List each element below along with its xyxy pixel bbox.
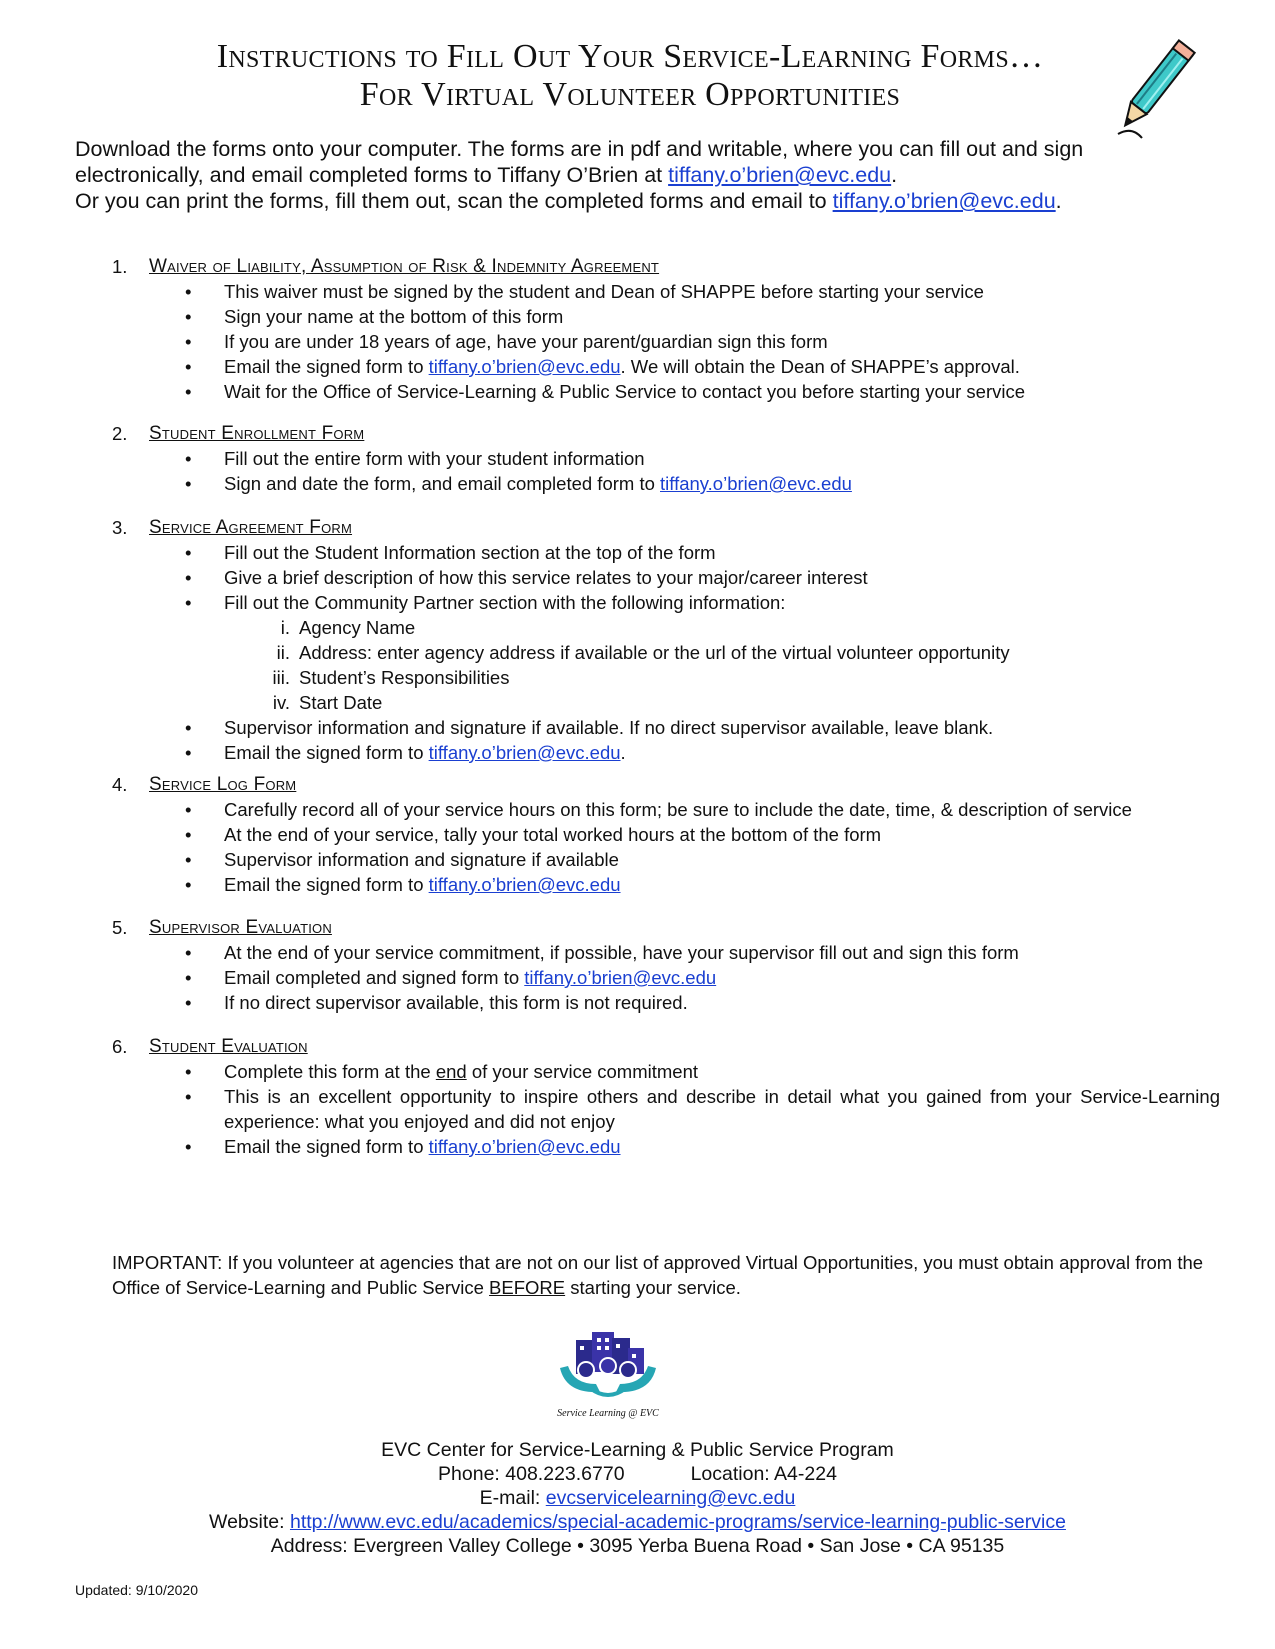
list-item-text: Email the signed form to — [224, 874, 429, 895]
list-item-text: Carefully record all of your service hours on this form; be sure to include the date, time, & description of service — [224, 799, 1132, 820]
list-item-text: This waiver must be signed by the student and Dean of SHAPPE before starting your service — [224, 281, 984, 302]
intro-text-1: Download the forms onto your computer. The forms are in pdf and writable, where you can fill out and sign electronically, and email completed forms to Tiffany O’Brien at — [75, 137, 1084, 187]
section-title: Supervisor Evaluation — [149, 917, 332, 938]
list-item — [112, 822, 1232, 847]
section-enrollment — [112, 421, 1232, 496]
bullet-icon: • — [185, 567, 192, 588]
footer-address: Address: Evergreen Valley College • 3095 Yerba Buena Road • San Jose • CA 95135 — [270, 1535, 1005, 1557]
list-item-text: If you are under 18 years of age, have your parent/guardian sign this form — [224, 331, 828, 352]
bullet-icon: • — [185, 1061, 192, 1082]
section-title: Student Enrollment Form — [149, 423, 365, 444]
list-item-text: Supervisor information and signature if available — [224, 849, 619, 870]
list-item-text: Wait for the Office of Service-Learning & Public Service to contact you before starting your service — [224, 381, 1026, 402]
list-item-text: If no direct supervisor available, this form is not required. — [224, 992, 688, 1013]
email-link[interactable]: tiffany.o’brien@evc.edu — [832, 189, 1056, 213]
list-item — [112, 990, 1232, 1015]
bullet-icon: • — [185, 306, 192, 327]
section-heading — [112, 772, 1232, 797]
important-text: IMPORTANT: If you volunteer at agencies that are not on our list of approved Virtual Opportunities, you must obtain approval from the Office of Service-Learning and Public Service — [112, 1252, 1204, 1298]
list-item — [112, 1059, 1232, 1084]
pencil-icon — [1112, 30, 1200, 142]
email-link[interactable]: tiffany.o’brien@evc.edu — [428, 742, 621, 763]
section-heading — [112, 254, 1232, 279]
roman-numeral: ii. — [276, 642, 290, 663]
list-item — [112, 590, 1232, 615]
list-item-text: This is an excellent opportunity to inspire others and describe in detail what you gained from your Service-Learning experience: what you enjoyed and did not enjoy — [224, 1086, 1220, 1132]
updated-date: Updated: 9/10/2020 — [75, 1582, 198, 1598]
section-number: 6. — [112, 1036, 128, 1057]
list-item — [112, 304, 1232, 329]
section-service-log — [112, 772, 1232, 897]
list-item-text: At the end of your service, tally your total worked hours at the bottom of the form — [224, 824, 882, 845]
list-item — [112, 715, 1232, 740]
section-number: 1. — [112, 256, 128, 277]
footer-email-label: E-mail: — [479, 1487, 546, 1509]
list-item-text: Fill out the Community Partner section with the following information: — [224, 592, 786, 613]
sublist-item-text: Agency Name — [299, 617, 416, 638]
bullet-icon: • — [185, 542, 192, 563]
intro-paragraph-2 — [75, 188, 1205, 214]
section-number: 3. — [112, 517, 128, 538]
email-link[interactable]: tiffany.o’brien@evc.edu — [524, 967, 717, 988]
section-title: Waiver of Liability, Assumption of Risk & Indemnity Agreement — [149, 256, 660, 277]
sublist-item-text: Address: enter agency address if available or the url of the virtual volunteer opportunity — [299, 642, 1010, 663]
punctuation: . — [1055, 189, 1062, 213]
intro-text — [75, 136, 1205, 214]
bullet-icon: • — [185, 448, 192, 469]
bullet-list — [112, 715, 1232, 765]
list-item-text: Email the signed form to — [224, 356, 429, 377]
roman-numeral: iii. — [272, 667, 290, 688]
section-waiver — [112, 254, 1232, 404]
intro-text-2: Or you can print the forms, fill them out, scan the completed forms and email to — [75, 189, 833, 213]
service-learning-evc-logo — [556, 1330, 660, 1426]
list-item — [112, 847, 1232, 872]
footer-center-name: EVC Center for Service-Learning & Public Service Program — [381, 1439, 894, 1461]
list-item-text: . — [620, 742, 626, 763]
list-item — [112, 329, 1232, 354]
email-link[interactable]: tiffany.o’brien@evc.edu — [668, 163, 892, 187]
bullet-icon: • — [185, 331, 192, 352]
bullet-icon: • — [185, 1086, 192, 1107]
bullet-list — [112, 540, 1232, 615]
footer-contact — [0, 1438, 1275, 1558]
bullet-list — [112, 940, 1232, 1015]
bullet-icon: • — [185, 874, 192, 895]
list-item — [112, 446, 1232, 471]
website-link[interactable]: http://www.evc.edu/academics/special-academic-programs/service-learning-public-service — [289, 1511, 1066, 1533]
list-item-text: Fill out the entire form with your student information — [224, 448, 645, 469]
punctuation: . — [891, 163, 898, 187]
list-item-text: Email the signed form to — [224, 1136, 429, 1157]
bullet-icon: • — [185, 592, 192, 613]
list-item — [112, 872, 1232, 897]
list-item — [112, 471, 1232, 496]
list-item-text: Give a brief description of how this service relates to your major/career interest — [224, 567, 868, 588]
bullet-icon: • — [185, 281, 192, 302]
intro-paragraph-1 — [75, 136, 1205, 188]
bullet-icon: • — [185, 942, 192, 963]
sublist-item — [112, 665, 1232, 690]
roman-sublist — [112, 615, 1232, 715]
section-number: 2. — [112, 423, 128, 444]
footer-location: Location: A4-224 — [690, 1463, 837, 1485]
roman-numeral: iv. — [272, 692, 290, 713]
important-text: starting your service. — [565, 1277, 741, 1298]
list-item — [112, 940, 1232, 965]
email-link[interactable]: tiffany.o’brien@evc.edu — [660, 473, 852, 494]
email-link[interactable]: tiffany.o’brien@evc.edu — [428, 874, 621, 895]
list-item — [112, 565, 1232, 590]
bullet-icon: • — [185, 356, 192, 377]
bullet-list — [112, 446, 1232, 496]
email-link[interactable]: tiffany.o’brien@evc.edu — [428, 356, 621, 377]
bullet-icon: • — [185, 992, 192, 1013]
list-item — [112, 797, 1232, 822]
bullet-icon: • — [185, 849, 192, 870]
sublist-item — [112, 690, 1232, 715]
page-title-line-2: For Virtual Volunteer Opportunities — [359, 76, 901, 113]
section-title: Service Agreement Form — [149, 517, 353, 538]
sublist-item-text: Start Date — [299, 692, 383, 713]
section-supervisor-evaluation — [112, 915, 1232, 1015]
important-note — [112, 1250, 1222, 1300]
section-number: 5. — [112, 917, 128, 938]
list-item — [112, 279, 1232, 304]
sublist-item-text: Student’s Responsibilities — [299, 667, 510, 688]
sublist-item — [112, 640, 1232, 665]
list-item-text: Fill out the Student Information section at the top of the form — [224, 542, 716, 563]
footer-phone: Phone: 408.223.6770 — [438, 1463, 625, 1485]
list-item — [112, 965, 1232, 990]
footer-phone-location — [0, 1462, 1275, 1486]
page-title-line-1: Instructions to Fill Out Your Service-Learning Forms… — [216, 38, 1044, 75]
list-item-text: Email the signed form to — [224, 742, 429, 763]
bullet-icon: • — [185, 742, 192, 763]
footer-email-link[interactable]: evcservicelearning@evc.edu — [545, 1487, 796, 1509]
emphasis-text: end — [435, 1061, 467, 1082]
section-title: Student Evaluation — [149, 1036, 308, 1057]
list-item-text: At the end of your service commitment, if possible, have your supervisor fill out and sign this form — [224, 942, 1019, 963]
footer-website — [0, 1510, 1275, 1534]
bullet-icon: • — [185, 473, 192, 494]
list-item — [112, 1084, 1232, 1134]
list-item — [112, 379, 1232, 404]
bullet-list — [112, 279, 1232, 404]
section-heading — [112, 915, 1232, 940]
section-heading — [112, 421, 1232, 446]
section-heading — [112, 515, 1232, 540]
list-item-text: Sign and date the form, and email completed form to — [224, 473, 661, 494]
bullet-icon: • — [185, 824, 192, 845]
emphasis-text: BEFORE — [489, 1277, 566, 1298]
bullet-icon: • — [185, 717, 192, 738]
list-item — [112, 354, 1232, 379]
list-item-text: Sign your name at the bottom of this form — [224, 306, 564, 327]
list-item-text: Complete this form at the — [224, 1061, 436, 1082]
section-service-agreement — [112, 515, 1232, 765]
list-item — [112, 740, 1232, 765]
list-item — [112, 540, 1232, 565]
bullet-list — [112, 797, 1232, 897]
footer-website-label: Website: — [209, 1511, 290, 1533]
bullet-list — [112, 1059, 1232, 1159]
logo-caption: Service Learning @ EVC — [557, 1408, 659, 1419]
list-item-text: of your service commitment — [466, 1061, 699, 1082]
section-number: 4. — [112, 774, 128, 795]
list-item-text: . We will obtain the Dean of SHAPPE’s approval. — [620, 356, 1020, 377]
bullet-icon: • — [185, 1136, 192, 1157]
roman-numeral: i. — [280, 617, 290, 638]
bullet-icon: • — [185, 381, 192, 402]
list-item — [112, 1134, 1232, 1159]
bullet-icon: • — [185, 967, 192, 988]
section-student-evaluation — [112, 1034, 1232, 1159]
list-item-text: Email completed and signed form to — [224, 967, 525, 988]
footer-email — [0, 1486, 1275, 1510]
section-heading — [112, 1034, 1232, 1059]
sublist-item — [112, 615, 1232, 640]
list-item-text: Supervisor information and signature if available. If no direct supervisor available, leave blank. — [224, 717, 994, 738]
bullet-icon: • — [185, 799, 192, 820]
email-link[interactable]: tiffany.o’brien@evc.edu — [428, 1136, 621, 1157]
section-title: Service Log Form — [149, 774, 297, 795]
